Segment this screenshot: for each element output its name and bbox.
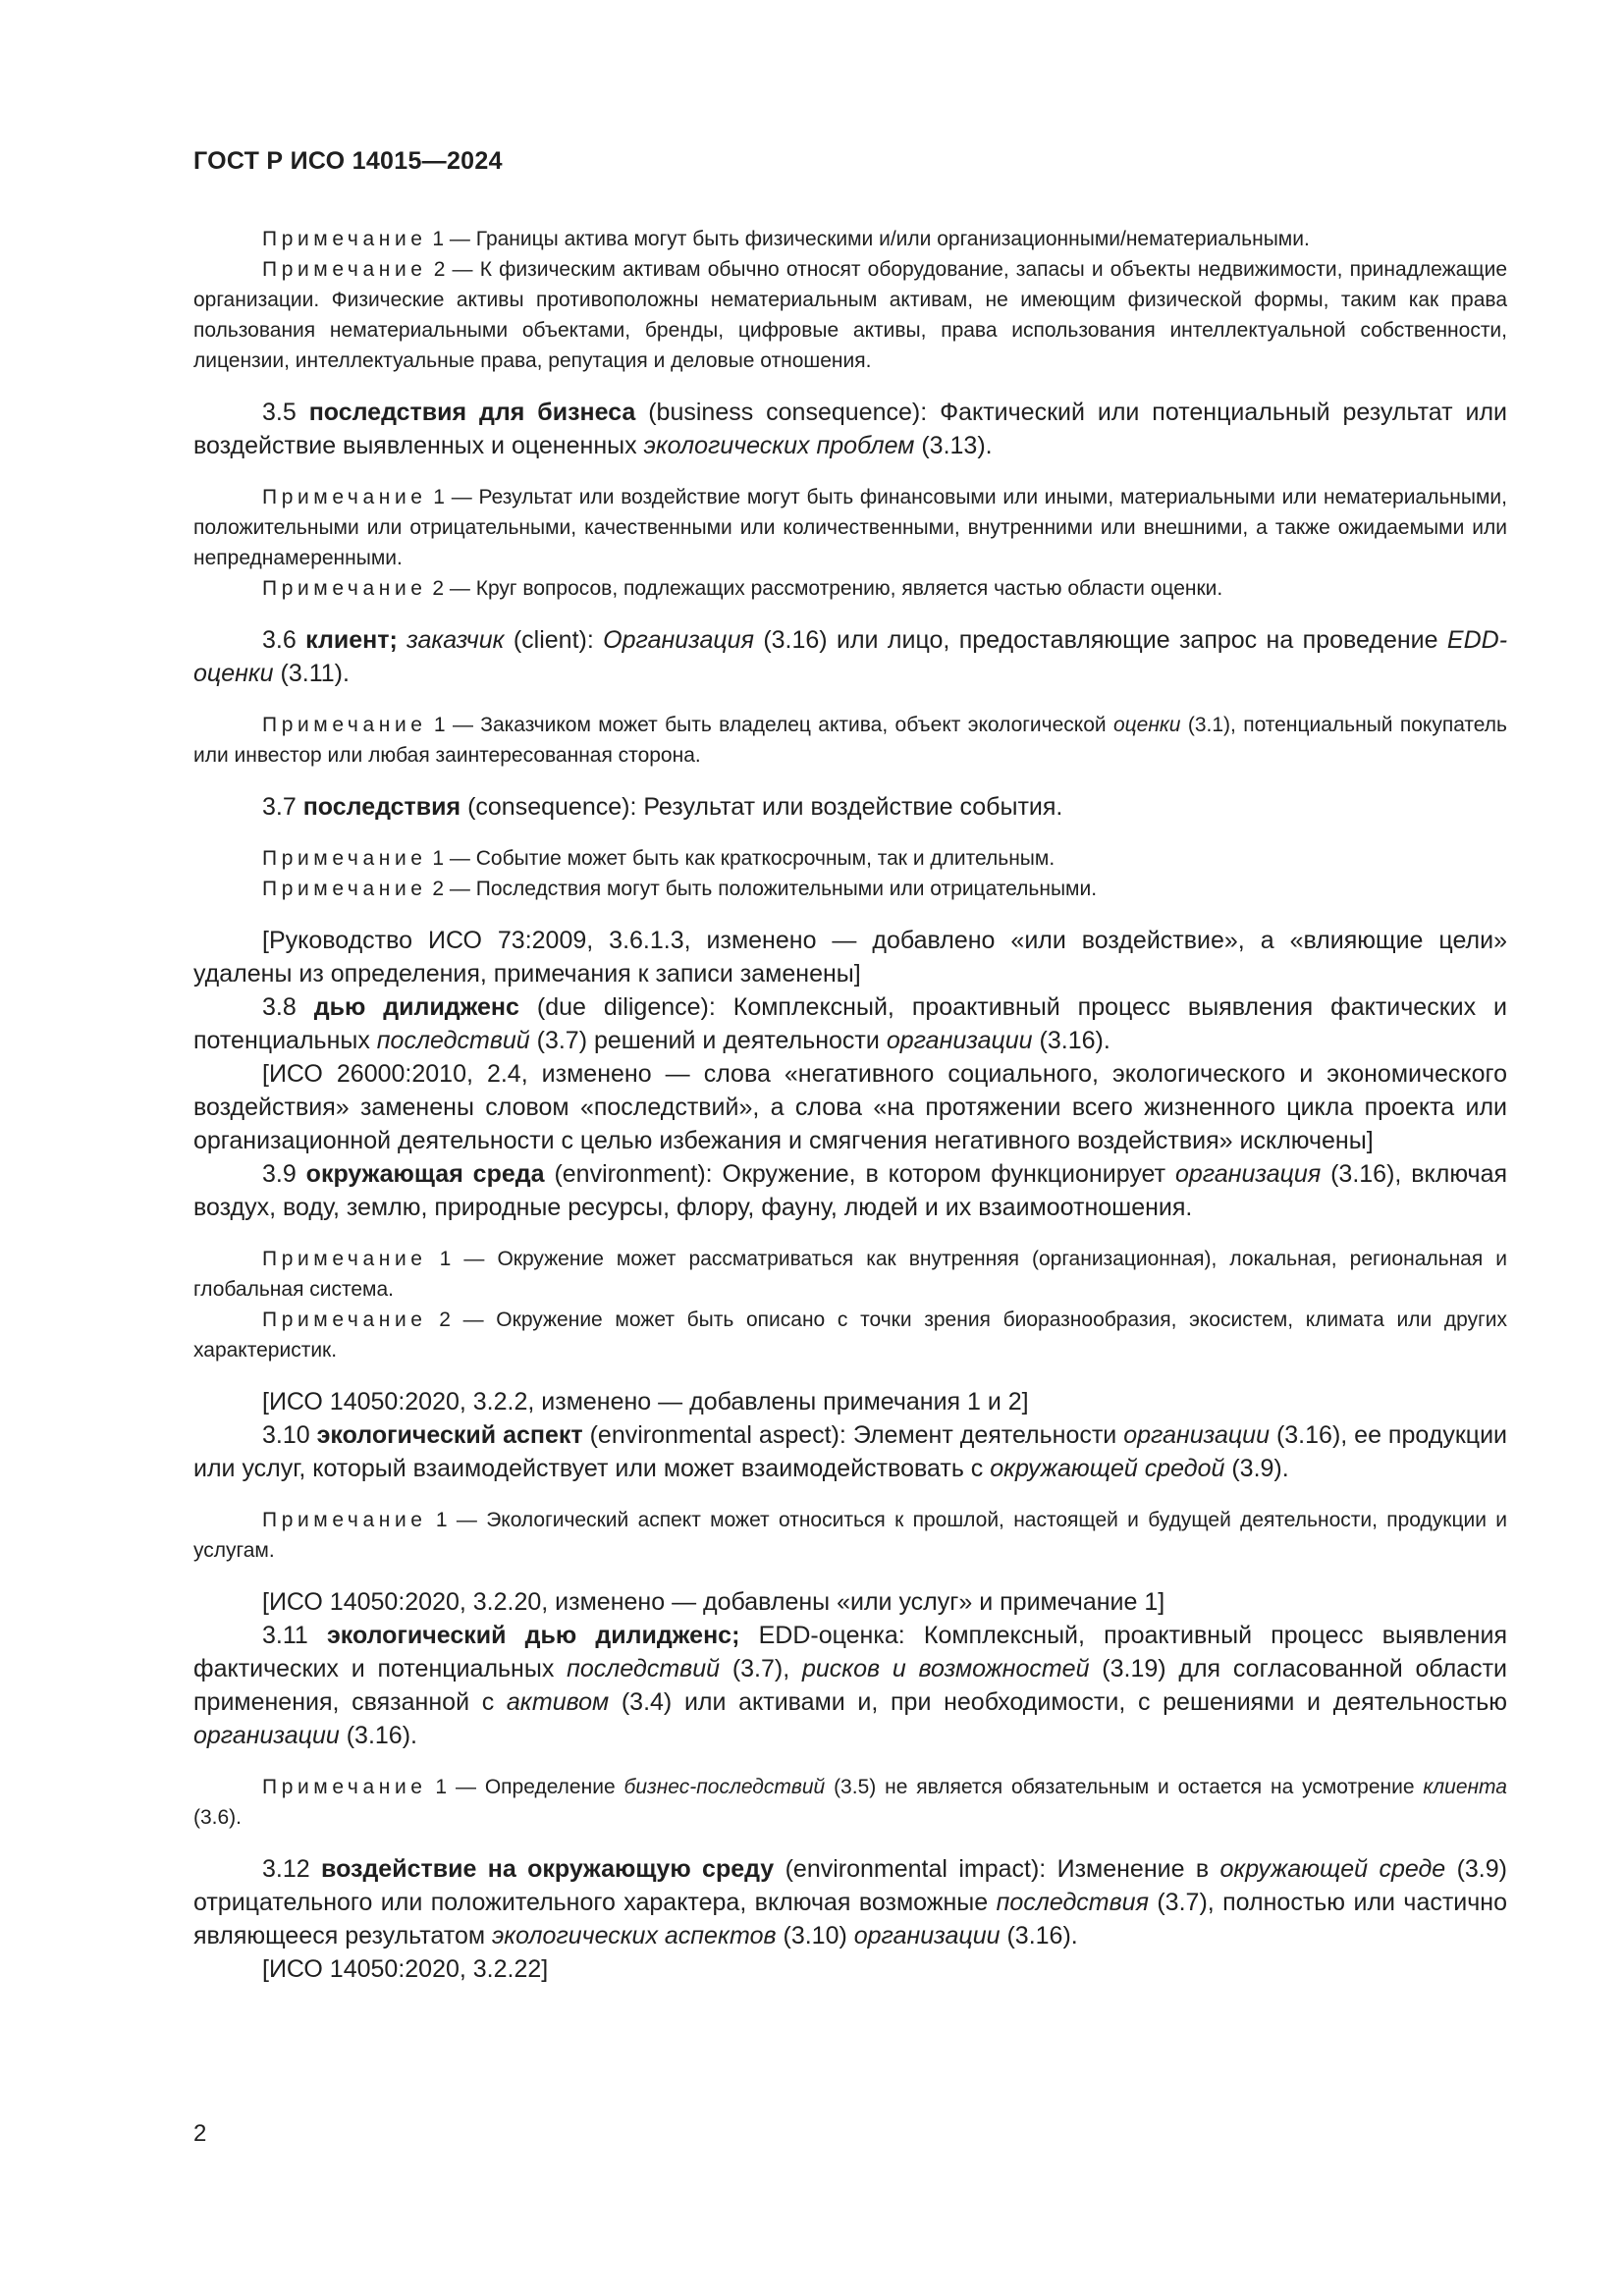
- note-3-6-1: [193, 710, 1507, 771]
- term-name: последствия для бизнеса: [308, 399, 636, 426]
- note-label: Примечание: [262, 878, 427, 900]
- term-definition: Элемент деятельности: [852, 1421, 1124, 1449]
- note-asset-1: [193, 224, 1507, 254]
- term-english: (environmental impact):: [774, 1855, 1057, 1883]
- term-definition: (3.16).: [1000, 1922, 1078, 1949]
- note-label: Примечание: [262, 1776, 427, 1798]
- term-english: (client):: [504, 626, 604, 654]
- note-number: 1 —: [426, 486, 479, 508]
- note-number: 2 —: [426, 878, 476, 900]
- note-reference: бизнес-последствий: [623, 1776, 826, 1798]
- note-number: 2 —: [426, 258, 480, 281]
- note-text: (3.1), потенциальный покупатель или инвестор или любая заинтересованная сторона.: [193, 714, 1507, 767]
- source-reference-3-7: [Руководство ИСО 73:2009, 3.6.1.3, изменено — добавлено «или воздействие», а «влияющие цели» удалены из определения, примечания к записи заменены]: [193, 927, 1507, 988]
- term-definition: (3.11).: [273, 660, 350, 687]
- note-label: Примечание: [262, 1248, 427, 1270]
- source-reference-3-12: [ИСО 14050:2020, 3.2.22]: [262, 1955, 549, 1983]
- note-text: Круг вопросов, подлежащих рассмотрению, является частью области оценки.: [475, 577, 1223, 600]
- note-label: Примечание: [262, 1509, 427, 1531]
- note-label: Примечание: [262, 258, 427, 281]
- term-english: (business consequence):: [635, 399, 941, 426]
- term-definition: (3.10): [776, 1922, 854, 1949]
- term-reference: организации: [853, 1922, 1001, 1949]
- note-label: Примечание: [262, 714, 427, 736]
- note-label: Примечание: [262, 1308, 427, 1331]
- term-reference: организация: [1174, 1160, 1322, 1188]
- term-reference: экологических проблем: [643, 432, 915, 459]
- term-reference: организации: [886, 1027, 1033, 1054]
- note-3-9-1: [193, 1244, 1507, 1305]
- page-number: 2: [193, 2120, 207, 2147]
- term-definition: (3.7),: [720, 1655, 802, 1682]
- note-number: 1 —: [426, 714, 481, 736]
- term-definition: (3.16) или лицо, предоставляющие запрос на проведение: [753, 626, 1447, 654]
- term-3-11: [193, 1619, 1507, 1752]
- term-definition: (3.16).: [1032, 1027, 1110, 1054]
- term-reference: активом: [506, 1688, 610, 1716]
- term-definition: (3.4) или активами и, при необходимости, с решениями и деятельностью: [609, 1688, 1508, 1716]
- term-reference: экологических аспектов: [491, 1922, 777, 1949]
- note-3-7-2: [193, 874, 1507, 904]
- term-number: 3.12: [262, 1855, 322, 1883]
- note-text: К физическим активам обычно относят оборудование, запасы и объекты недвижимости, принадлежащие организации. Физические активы противоположны нематериальным активам, не имеющим физической формы, таким как права пользования нематериальными объектами, бренды, цифровые активы, права использования интеллектуальной собственности, лицензии, интеллектуальные права, репутация и деловые отношения.: [193, 258, 1507, 372]
- note-text: Границы актива могут быть физическими и/или организационными/нематериальными.: [475, 228, 1310, 250]
- term-reference: организации: [193, 1722, 340, 1749]
- term-name: дью дилидженс: [313, 993, 519, 1021]
- term-number: 3.10: [262, 1421, 317, 1449]
- note-number: 1 —: [426, 847, 476, 870]
- note-text: Событие может быть как краткосрочным, так и длительным.: [475, 847, 1056, 870]
- note-number: 1 —: [426, 1776, 485, 1798]
- document-header: ГОСТ Р ИСО 14015—2024: [193, 147, 503, 175]
- note-3-9-2: [193, 1305, 1507, 1365]
- term-number: 3.11: [262, 1622, 327, 1649]
- note-text: Заказчиком может быть владелец актива, объект экологической: [480, 714, 1113, 736]
- term-definition: Фактический или потенциальный результат или воздействие выявленных и оцененных: [193, 399, 1507, 459]
- term-reference: окружающей среде: [1219, 1855, 1446, 1883]
- term-name: экологический дью дилидженс;: [326, 1622, 740, 1649]
- note-text: (3.5) не является обязательным и остается на усмотрение: [825, 1776, 1424, 1798]
- term-number: 3.9: [262, 1160, 306, 1188]
- term-3-5: [193, 396, 1507, 462]
- note-reference: клиента: [1423, 1776, 1507, 1798]
- note-asset-2: [193, 254, 1507, 376]
- note-text: Результат или воздействие могут быть финансовыми или иными, материальными или нематериальными, положительными или отрицательными, качественными или количественными, внутренними или внешними, а также ожидаемыми или непреднамеренными.: [193, 486, 1507, 569]
- term-name: экологический аспект: [316, 1421, 583, 1449]
- note-3-11-1: [193, 1772, 1507, 1833]
- term-english: (consequence):: [460, 793, 644, 821]
- term-english: (environmental aspect):: [582, 1421, 853, 1449]
- note-number: 1 —: [426, 1248, 498, 1270]
- term-definition: (3.13).: [914, 432, 993, 459]
- term-reference: Организация: [603, 626, 754, 654]
- note-text: (3.6).: [193, 1806, 243, 1829]
- term-definition: (3.16), включая воздух, воду, землю, природные ресурсы, флору, фауну, людей и их взаимоотношения.: [193, 1160, 1508, 1221]
- term-definition: (3.16), ее продукции или услуг, который взаимодействует или может взаимодействовать с: [193, 1421, 1508, 1482]
- term-reference: рисков и возможностей: [801, 1655, 1090, 1682]
- note-3-5-1: [193, 482, 1507, 573]
- term-definition: (3.16).: [339, 1722, 417, 1749]
- term-reference: окружающей средой: [990, 1455, 1225, 1482]
- term-name: окружающая среда: [305, 1160, 545, 1188]
- term-3-10: [193, 1418, 1507, 1485]
- term-definition: Результат или воздействие события.: [643, 793, 1063, 821]
- document-body: [193, 224, 1507, 1986]
- term-reference: EDD-оценки: [193, 626, 1508, 687]
- term-reference: последствий: [376, 1027, 530, 1054]
- source-reference-3-10: [ИСО 14050:2020, 3.2.20, изменено — добавлены «или услуг» и примечание 1]: [262, 1588, 1165, 1616]
- note-number: 1 —: [426, 228, 476, 250]
- note-label: Примечание: [262, 228, 427, 250]
- term-synonym: заказчик: [406, 626, 505, 654]
- note-label: Примечание: [262, 486, 427, 508]
- term-english: (environment):: [544, 1160, 723, 1188]
- note-reference: оценки: [1112, 714, 1181, 736]
- term-english: (due diligence):: [518, 993, 733, 1021]
- term-3-7: [193, 790, 1507, 824]
- term-3-12: [193, 1852, 1507, 1952]
- note-text: Последствия могут быть положительными или отрицательными.: [475, 878, 1098, 900]
- term-3-9: [193, 1157, 1507, 1224]
- term-number: 3.7: [262, 793, 303, 821]
- term-reference: последствий: [567, 1655, 721, 1682]
- term-definition: Изменение в: [1056, 1855, 1220, 1883]
- term-reference: последствия: [996, 1889, 1149, 1916]
- term-definition: Комплексный, проактивный процесс выявления фактических и потенциальных: [193, 993, 1508, 1054]
- note-3-5-2: [193, 573, 1507, 604]
- term-3-6: [193, 623, 1507, 690]
- note-number: 1 —: [426, 1509, 487, 1531]
- term-definition: (3.19) для согласованной области применения, связанной с: [193, 1655, 1508, 1716]
- note-3-7-1: [193, 843, 1507, 874]
- term-definition: (3.7) решений и деятельности: [529, 1027, 887, 1054]
- term-name: последствия: [302, 793, 461, 821]
- note-text: Окружение может быть описано с точки зрения биоразнообразия, экосистем, климата или других характеристик.: [193, 1308, 1507, 1362]
- term-number: 3.6: [262, 626, 306, 654]
- note-label: Примечание: [262, 847, 427, 870]
- term-reference: организации: [1123, 1421, 1270, 1449]
- note-number: 2 —: [426, 1308, 497, 1331]
- term-definition: (3.9).: [1224, 1455, 1289, 1482]
- source-reference-3-9: [ИСО 14050:2020, 3.2.2, изменено — добавлены примечания 1 и 2]: [262, 1388, 1029, 1415]
- term-name: воздействие на окружающую среду: [321, 1855, 775, 1883]
- term-synonym: EDD-оценка:: [739, 1622, 924, 1649]
- term-definition: Окружение, в котором функционирует: [722, 1160, 1175, 1188]
- term-number: 3.8: [262, 993, 314, 1021]
- source-reference-3-8: [ИСО 26000:2010, 2.4, изменено — слова «негативного социального, экологического и экономического воздействия» заменены словом «последствий», а слова «на протяжении всего жизненного цикла проекта или организационной деятельности с целью избежания и смягчения негативного воздействия» исключены]: [193, 1060, 1507, 1154]
- note-text: Окружение может рассматриваться как внутренняя (организационная), локальная, региональная и глобальная система.: [193, 1248, 1508, 1301]
- term-3-8: [193, 990, 1507, 1057]
- term-definition: (3.7), полностью или частично являющееся результатом: [193, 1889, 1507, 1949]
- term-definition: Комплексный, проактивный процесс выявления фактических и потенциальных: [193, 1622, 1507, 1682]
- term-name: клиент;: [305, 626, 398, 654]
- note-text: Определение: [484, 1776, 624, 1798]
- note-text: Экологический аспект может относиться к прошлой, настоящей и будущей деятельности, продукции и услугам.: [193, 1509, 1507, 1562]
- note-number: 2 —: [426, 577, 476, 600]
- note-label: Примечание: [262, 577, 427, 600]
- note-3-10-1: [193, 1505, 1507, 1566]
- term-definition: (3.9) отрицательного или положительного характера, включая возможные: [193, 1855, 1507, 1916]
- term-number: 3.5: [262, 399, 309, 426]
